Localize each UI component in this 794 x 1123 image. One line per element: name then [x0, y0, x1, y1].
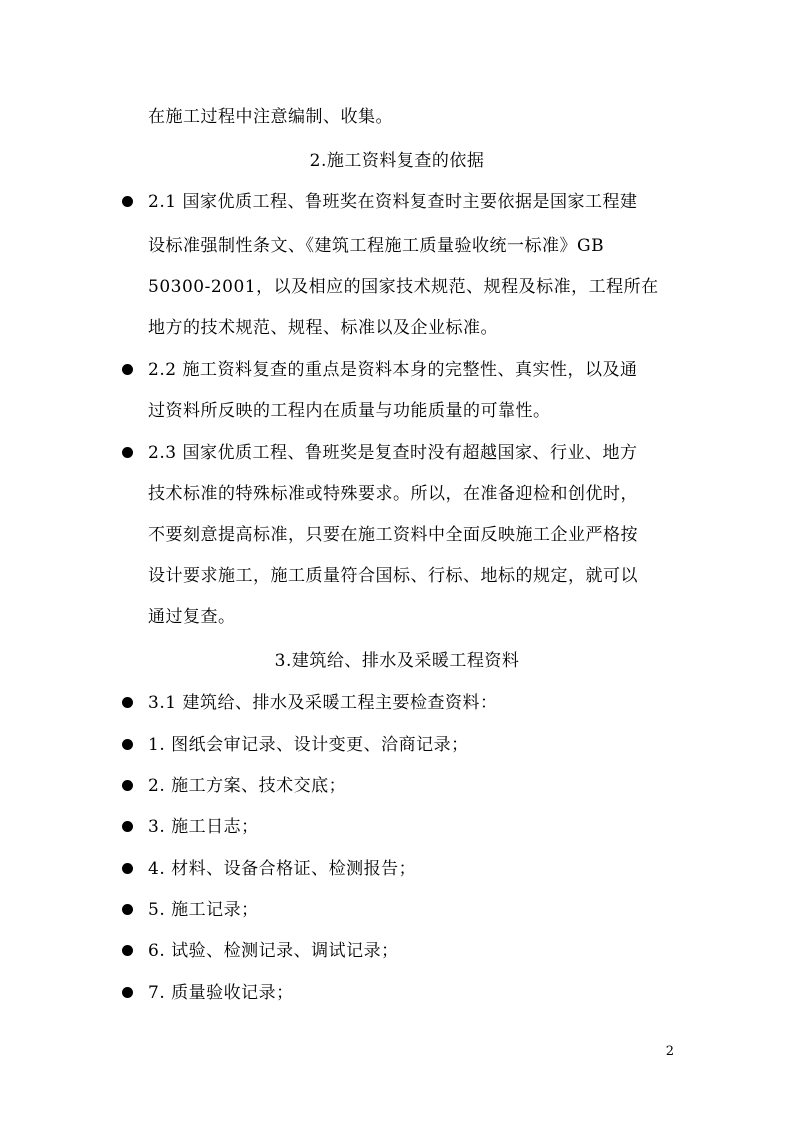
- bullet-icon: [122, 739, 133, 750]
- bullet-icon: [122, 945, 133, 956]
- bullet-icon: [122, 821, 133, 832]
- bullet-icon: [122, 697, 133, 708]
- list-item: 6. 试验、检测记录、调试记录；: [148, 941, 399, 961]
- list-item: 5. 施工记录；: [148, 900, 259, 920]
- paragraph-line: 通过复查。: [148, 607, 236, 627]
- bullet-icon: [122, 780, 133, 791]
- paragraph-line: 不要刻意提高标准，只要在施工资料中全面反映施工企业严格按: [148, 525, 638, 545]
- list-item: 1. 图纸会审记录、设计变更、洽商记录；: [148, 735, 469, 755]
- bullet-icon: [122, 364, 133, 375]
- paragraph-line: 技术标准的特殊标准或特殊要求。所以，在准备迎检和创优时，: [148, 484, 638, 504]
- paragraph-line: 在施工过程中注意编制、收集。: [148, 107, 393, 127]
- list-item: 7. 质量验收记录；: [148, 983, 294, 1003]
- paragraph-line: 设标准强制性条文、《建筑工程施工质量验收统一标准》GB: [148, 236, 605, 256]
- paragraph-line: 2.3 国家优质工程、鲁班奖是复查时没有超越国家、行业、地方: [148, 443, 638, 463]
- paragraph-line: 过资料所反映的工程内在质量与功能质量的可靠性。: [148, 401, 551, 421]
- bullet-icon: [122, 196, 133, 207]
- bullet-icon: [122, 904, 133, 915]
- section-heading: 3.建筑给、排水及采暖工程资料: [274, 651, 520, 671]
- paragraph-line: 地方的技术规范、规程、标准以及企业标准。: [148, 318, 498, 338]
- list-item: 2. 施工方案、技术交底；: [148, 776, 347, 796]
- paragraph-line: 设计要求施工，施工质量符合国标、行标、地标的规定，就可以: [148, 566, 638, 586]
- section-heading: 2.施工资料复查的依据: [309, 151, 485, 171]
- list-item: 3.1 建筑给、排水及采暖工程主要检查资料：: [148, 693, 498, 713]
- bullet-icon: [122, 863, 133, 874]
- page-number: 2: [665, 1044, 674, 1059]
- bullet-icon: [122, 447, 133, 458]
- bullet-icon: [122, 987, 133, 998]
- list-item: 4. 材料、设备合格证、检测报告；: [148, 859, 417, 879]
- paragraph-line: 2.2 施工资料复查的重点是资料本身的完整性、真实性，以及通: [148, 360, 638, 380]
- paragraph-line: 50300-2001，以及相应的国家技术规范、规程及标准，工程所在: [148, 277, 659, 297]
- list-item: 3. 施工日志；: [148, 817, 259, 837]
- paragraph-line: 2.1 国家优质工程、鲁班奖在资料复查时主要依据是国家工程建: [148, 192, 638, 212]
